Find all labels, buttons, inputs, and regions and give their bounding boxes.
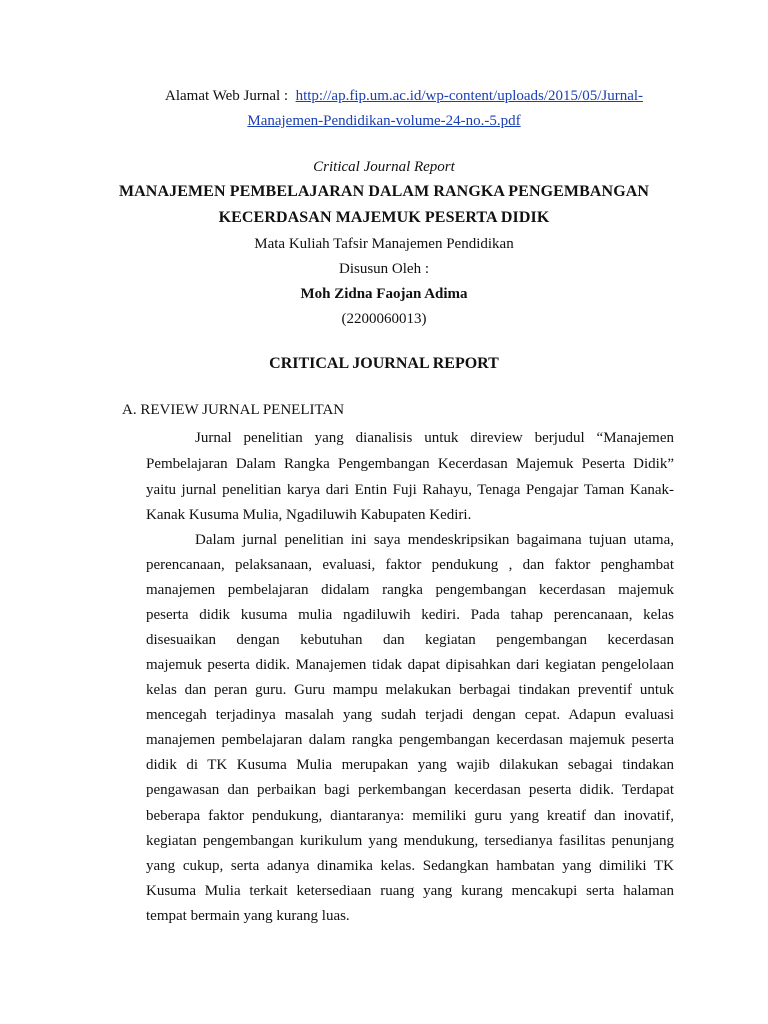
journal-address-line — [165, 86, 643, 106]
paragraph1-line: Pembelajaran Dalam Rangka Pengembangan Kecerdasan Majemuk Peserta Didik” — [146, 456, 674, 472]
journal-title-line2: KECERDASAN MAJEMUK PESERTA DIDIK — [218, 209, 550, 226]
report-heading: CRITICAL JOURNAL REPORT — [269, 355, 499, 372]
paragraph2-line: tempat bermain yang kurang luas. — [146, 908, 350, 924]
paragraph2-line: yang cukup, serta adanya dinamika kelas. Sedangkan hambatan yang dimiliki TK — [146, 858, 674, 874]
paragraph1-line: Jurnal penelitian yang dianalisis untuk direview berjudul “Manajemen — [195, 430, 674, 446]
paragraph2-line: peserta didik kusuma mulia ngadiluwih kediri. Pada tahap perencanaan, kelas — [146, 607, 674, 623]
address-label: Alamat Web Jurnal : — [165, 88, 289, 104]
compiled-by-label: Disusun Oleh : — [339, 261, 429, 277]
author-name: Moh Zidna Faojan Adima — [300, 286, 468, 302]
paragraph2-line: perencanaan, pelaksanaan, evaluasi, faktor pendukung , dan faktor penghambat — [146, 557, 674, 573]
paragraph2-line: mencegah terjadinya masalah yang sudah terjadi dengan cepat. Adapun evaluasi — [146, 707, 674, 723]
paragraph2-line: disesuaikan dengan kebutuhan dan kegiatan pengembangan kecerdasan — [146, 632, 674, 648]
paragraph2-line: beberapa faktor pendukung, diantaranya: memiliki guru yang kreatif dan inovatif, — [146, 808, 674, 824]
journal-url-line2 — [0, 111, 768, 131]
paragraph2-line: Kusuma Mulia terkait ketersediaan ruang yang kurang mencakupi serta halaman — [146, 883, 674, 899]
section-a-heading: A. REVIEW JURNAL PENELITAN — [122, 402, 345, 418]
paragraph2-line: kegiatan pengembangan kurikulum yang mendukung, tersedianya fasilitas penunjang — [146, 833, 674, 849]
journal-title-line1: MANAJEMEN PEMBELAJARAN DALAM RANGKA PENGEMBANGAN — [118, 183, 650, 200]
paragraph2-line: didik di TK Kusuma Mulia merupakan yang wajib dilakukan sebagai tindakan — [146, 757, 674, 773]
student-id: (2200060013) — [341, 311, 427, 327]
paragraph2-line: Dalam jurnal penelitian ini saya mendeskripsikan bagaimana tujuan utama, — [195, 532, 674, 548]
paragraph2-line: manajemen pembelajaran didalam rangka pengembangan kecerdasan majemuk — [146, 582, 674, 598]
journal-url-link-part2[interactable]: Manajemen-Pendidikan-volume-24-no.-5.pdf — [247, 113, 521, 129]
paragraph1-line: yaitu jurnal penelitian karya dari Entin Fuji Rahayu, Tenaga Pengajar Taman Kanak- — [146, 482, 674, 498]
report-type: Critical Journal Report — [313, 159, 455, 175]
paragraph1-line: Kanak Kusuma Mulia, Ngadiluwih Kabupaten Kediri. — [146, 507, 472, 523]
paragraph2-line: kelas dan peran guru. Guru mampu melakukan berbagai tindakan preventif untuk — [146, 682, 674, 698]
journal-url-link-part1[interactable]: http://ap.fip.um.ac.id/wp-content/uploads/2015/05/Jurnal- — [295, 88, 644, 104]
paragraph2-line: manajemen pembelajaran dalam rangka pengembangan kecerdasan majemuk peserta — [146, 732, 674, 748]
course-name: Mata Kuliah Tafsir Manajemen Pendidikan — [254, 236, 514, 252]
paragraph2-line: majemuk peserta didik. Manajemen tidak dapat dipisahkan dari kegiatan pengelolaan — [146, 657, 674, 673]
paragraph2-line: pengawasan dan perbaikan bagi perkembangan kecerdasan peserta didik. Terdapat — [146, 782, 674, 798]
